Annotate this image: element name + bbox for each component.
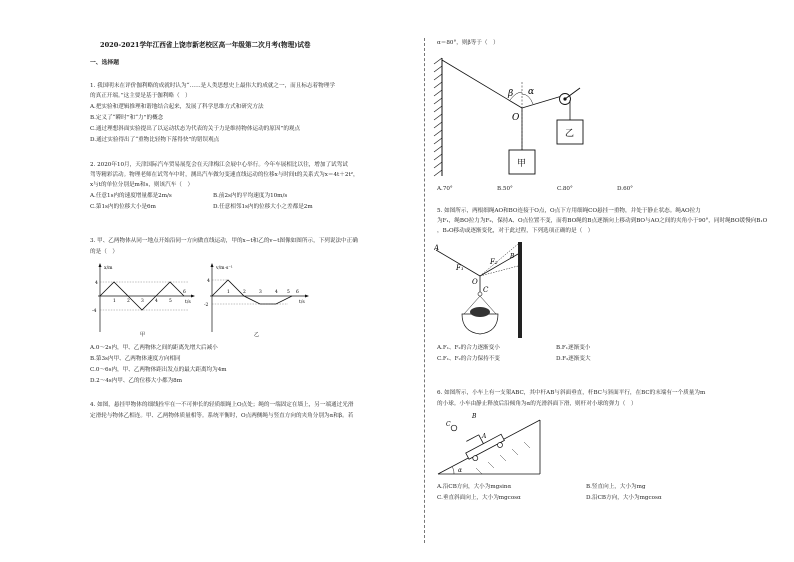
- vt-curve: [212, 280, 292, 304]
- q2-stem-2: 驾等精彩活动。物理老师在试驾车中时，测出汽车做匀变速直线运动的位移x与时间t的关系式为x＝4t＋2t²，: [90, 172, 359, 178]
- q5-hook: [478, 292, 482, 296]
- xt-xtick-4: 4: [155, 299, 158, 304]
- q6-angle-arc: [452, 467, 454, 474]
- q3-stem-1: 3. 甲、乙两物体从同一地点开始沿同一方向做直线运动，甲的x−t和乙的v−t图像如图所示，下列说法中正确: [90, 238, 358, 244]
- xt-xtick-1: 1: [113, 299, 116, 304]
- q5-vertical-bar: [518, 242, 522, 338]
- q6-option-a: A.沿CB方向，大小为mgsinα: [437, 484, 512, 490]
- vt-x-arrow: [305, 295, 309, 298]
- page-title: 2020-2021学年江西省上饶市新老校区高一年级第二次月考(物理)试卷: [100, 41, 311, 49]
- q4-label-alpha: α: [528, 87, 535, 97]
- q6-label-a: A: [482, 433, 487, 440]
- q2-option-a: A.任意1s内的速度增量都是2m/s: [90, 193, 172, 199]
- vt-ytick-4: 4: [207, 279, 210, 284]
- xt-ytick-4: 4: [95, 281, 98, 286]
- q5-label-o: O: [472, 278, 478, 286]
- vt-xlabel: t/s: [299, 300, 305, 305]
- q3-option-a: A.0～2s内，甲、乙两物体之间的距离先增大后减小: [90, 345, 218, 351]
- q6-option-d: D.沿CB方向，大小为mgcosα: [586, 495, 662, 501]
- q4-option-d: D.60°: [617, 186, 633, 192]
- q6-ball: [451, 425, 457, 431]
- vt-xtick-1: 1: [227, 290, 230, 295]
- q4-label-jia: 甲: [517, 159, 527, 169]
- q6-label-alpha: α: [458, 467, 463, 474]
- q2-option-c: C.第1s内的位移大小是6m: [90, 204, 156, 210]
- column-divider: [424, 38, 425, 543]
- vt-y-arrow: [211, 263, 214, 267]
- q2-stem-1: 2. 2020年10月，天津国际汽车贸易展览会在天津梅江会展中心举行。今年车展相比以往，增加了试驾试: [90, 162, 348, 168]
- q5-label-b: B: [510, 253, 515, 260]
- q4-option-b: B.50°: [497, 186, 513, 192]
- xt-xtick-6: 6: [183, 290, 186, 295]
- q4-option-c: C.80°: [557, 186, 573, 192]
- q1-option-d: D.通过实验得出了“重物比轻物下落得快”的错误观点: [90, 137, 220, 143]
- xt-graph-jia: [88, 260, 198, 338]
- q5-label-f1: F₁: [456, 264, 464, 272]
- vt-graph-yi: [200, 260, 312, 338]
- q4-stem-2: 定滑轮与物体乙相连。甲、乙两物体质量相等。系统平衡时，O点两侧绳与竖直方向的夹角分别为α和β。若: [90, 413, 354, 419]
- q4-stem-3: α＝80°，则β等于（ ）: [437, 40, 499, 46]
- q1-option-c: C.通过理想斜面实验提出了以运动状态为代表的关于力是维持物体运动的原因”的观点: [90, 126, 301, 132]
- q3-option-d: D.2～4s内甲、乙的位移大小都为8m: [90, 378, 183, 384]
- q6-stem-2: 的小球。小车由静止释放后沿倾角为α的光滑斜面下滑，则杆对小球的弹力（ ）: [437, 401, 637, 407]
- q4-label-beta: β: [508, 89, 514, 99]
- xt-xlabel: t/s: [185, 300, 191, 305]
- q6-figure: [436, 412, 542, 478]
- vt-ylabel: v/m·s⁻¹: [216, 266, 233, 271]
- q2-option-d: D.任意相邻1s内的位移大小之差都是2m: [213, 204, 313, 210]
- vt-ytick-neg2: -2: [204, 303, 209, 308]
- q5-basket-load: [470, 307, 490, 317]
- q6-option-b: B.竖直向上，大小为mg: [586, 484, 646, 490]
- section-heading: 一、选择题: [90, 60, 119, 66]
- vt-caption: 乙: [254, 332, 260, 338]
- q5-figure: [434, 240, 544, 340]
- q5-option-a: A.F₁、F₂的合力逐渐变小: [437, 345, 500, 351]
- q3-option-c: C.0～6s内，甲、乙两物体距出发点的最大距离均为4m: [90, 367, 227, 373]
- q4-wall-hatching: [434, 58, 442, 176]
- xt-ytick-neg4: -4: [92, 309, 97, 314]
- q4-stem-1: 4. 如图，悬挂甲物体的细线拴牢在一不可伸长的轻质细绳上O点处；绳的一端固定在墙上，另一端通过光滑: [90, 402, 354, 408]
- q3-stem-2: 的是（ ）: [90, 249, 118, 255]
- q5-label-f2: F₂: [490, 258, 498, 266]
- q2-option-b: B.前2s内的平均速度为10m/s: [213, 193, 288, 199]
- q5-label-a: A: [434, 244, 440, 252]
- xt-x-arrow: [191, 295, 195, 298]
- q5-rope-b2: [480, 266, 518, 276]
- xt-ylabel: x/m: [104, 266, 113, 271]
- q5-option-b: B.F₁逐渐变小: [556, 345, 591, 351]
- q5-stem-3: ，B₂O移动或逐渐变化，对于此过程，下列选项正确的是（ ）: [437, 228, 594, 234]
- xt-y-arrow: [99, 263, 102, 267]
- q6-option-c: C.垂直斜面向上，大小为mgcosα: [437, 495, 521, 501]
- q6-stem-1: 6. 如图所示，小车上有一支架ABC，其中杆AB与斜面垂直，杆BC与斜面平行，在BC的末端有一个质量为m: [437, 390, 706, 396]
- xt-caption: 甲: [140, 332, 146, 338]
- q4-option-a: A.70°: [437, 186, 453, 192]
- xt-xtick-5: 5: [169, 299, 172, 304]
- q5-rope-ao: [436, 250, 480, 276]
- q5-option-d: D.F₂逐渐变大: [556, 356, 591, 362]
- xt-xtick-2: 2: [127, 299, 130, 304]
- q2-stem-3: x与t的单位分别是m和s，则该汽车（ ）: [90, 182, 194, 188]
- vt-xtick-3: 3: [259, 290, 262, 295]
- q5-label-c: C: [483, 286, 489, 294]
- q6-label-b: B: [472, 413, 477, 420]
- vt-xtick-5: 5: [287, 290, 290, 295]
- xt-xtick-3: 3: [141, 299, 144, 304]
- q5-stem-2: 为F₁，绳BO拉力为F₂，保持A、O点位置不变，而将BO绳的B点逐渐向上移动到BO与AO之间的夹角小于90°，同时绳BO缓慢向B₁O: [437, 218, 768, 224]
- q6-cart: [461, 425, 506, 463]
- q4-label-yi: 乙: [565, 129, 575, 139]
- q5-stem-1: 5. 如图所示，两根细绳AO和BO连接于O点，O点下方用细绳CO悬挂一重物，并处于静止状态。绳AO拉力: [437, 208, 701, 214]
- vt-xtick-4: 4: [275, 290, 278, 295]
- vt-xtick-2: 2: [243, 290, 246, 295]
- q1-option-a: A.把实验和逻辑推理和谐地结合起来，发展了科学思维方式和研究方法: [90, 104, 264, 110]
- q1-stem-2: 的真正开端。”这主要是基于伽利略（ ）: [90, 93, 191, 99]
- q1-option-b: B.定义了“瞬时”和“力”的概念: [90, 115, 164, 121]
- vt-xtick-6: 6: [296, 290, 299, 295]
- q4-label-o: O: [512, 113, 520, 123]
- q4-rope-pulley: [522, 96, 562, 108]
- q3-option-b: B.第3s内甲、乙两物体速度方向相同: [90, 356, 181, 362]
- q5-option-c: C.F₁、F₂的合力保持不变: [437, 356, 500, 362]
- q4-rope-wall: [442, 60, 522, 108]
- q6-label-c: C: [446, 421, 451, 428]
- q4-figure: [432, 52, 612, 180]
- q1-stem-1: 1. 我国明末在评价伽利略的成就时认为“……是人类思想史上最伟大的成就之一，而且标志着物理学: [90, 83, 335, 89]
- q6-rod-bc: [466, 435, 478, 442]
